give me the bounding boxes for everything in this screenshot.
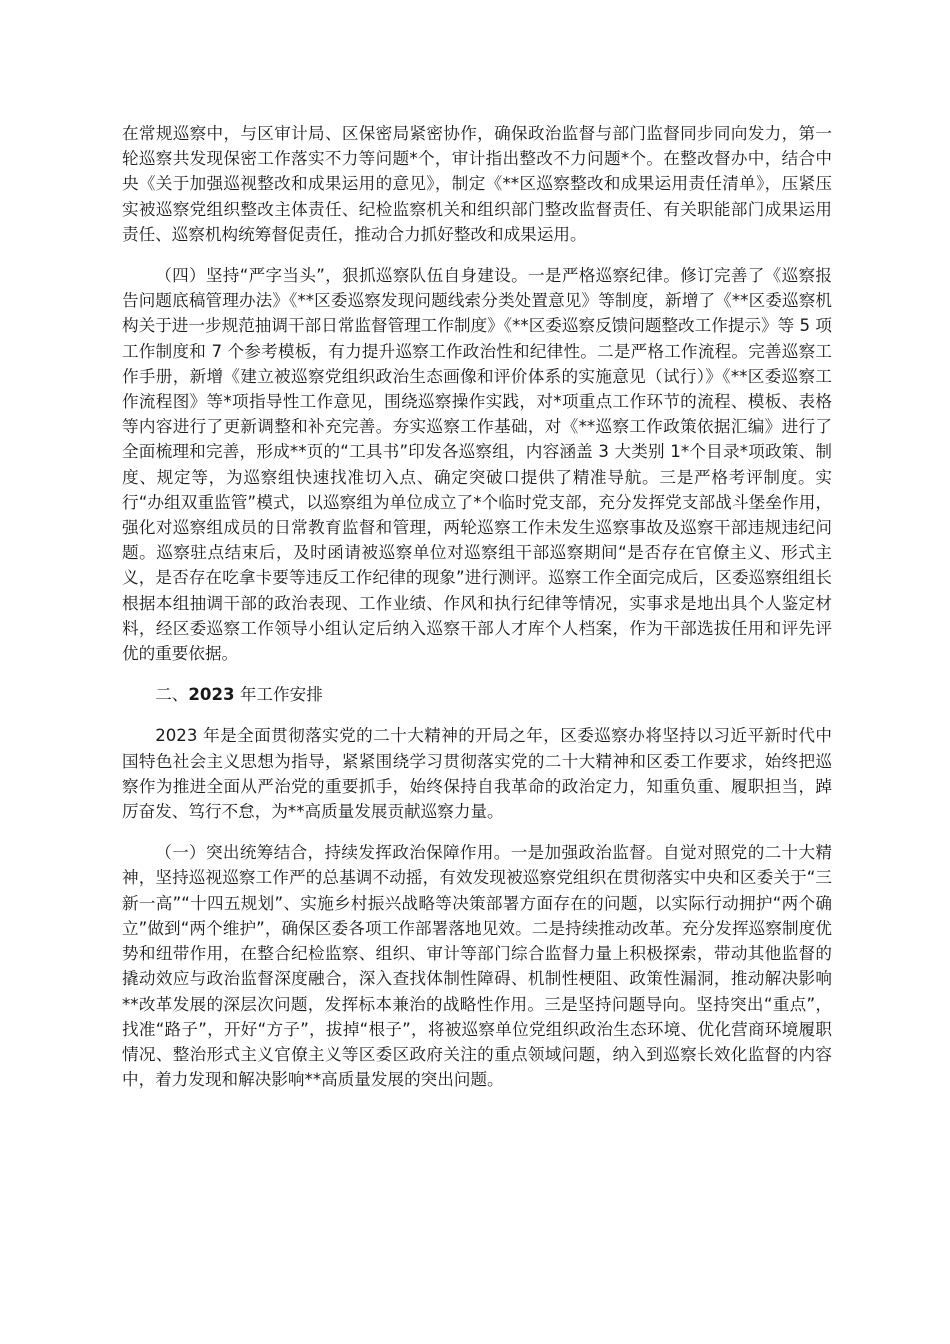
paragraph-team-building: （四）坚持“严字当头”，狠抓巡察队伍自身建设。一是严格巡察纪律。修订完善了《巡察报告问题底稿管理办法》《**区委巡察发现问题线索分类处置意见》等制度，新增了《**区委巡察机构关于进一步规范抽调干部日常监督管理工作制度》《**区委巡察反馈问题整改工作提示》等 5 项工作制度和 7 个参考模板，有力提升巡察工作政治性和纪律性。二是严格工作流程。完善巡察工作手册，新增《建立被巡察党组织政治生态画像和评价体系的实施意见（试行）》《**区委巡察工作流程图》等*项指导性工作意见，围绕巡察操作实践，对*项重点工作环节的流程、模板、表格等内容进行了更新调整和补充完善。夯实巡察工作基础，对《**巡察工作政策依据汇编》进行了全面梳理和完善，形成**页的“工具书”印发各巡察组，内容涵盖 3 大类别 1*个目录*项政策、制度、规定等，为巡察组快速找准切入点、确定突破口提供了精准导航。三是严格考评制度。实行“办组双重监管”模式，以巡察组为单位成立了*个临时党支部，充分发挥党支部战斗堡垒作用，强化对巡察组成员的日常教育监督和管理，两轮巡察工作未发生巡察事故及巡察干部违规违纪问题。巡察驻点结束后，及时函请被巡察单位对巡察组干部巡察期间“是否存在官僚主义、形式主义，是否存在吃拿卡要等违反工作纪律的现象”进行测评。巡察工作全面完成后，区委巡察组组长根据本组抽调干部的政治表现、工作业绩、作风和执行纪律等情况，实事求是地出具个人鉴定材料，经区委巡察工作领导小组认定后纳入巡察干部人才库个人档案，作为干部选拔任用和评先评优的重要依据。 — [122, 266, 832, 664]
paragraph-2023-overview: 2023 年是全面贯彻落实党的二十大精神的开局之年，区委巡察办将坚持以习近平新时代中国特色社会主义思想为指导，紧紧围绕学习贯彻落实党的二十大精神和区委工作要求，始终把巡察作为推进全面从严治党的重要抓手，始终保持自我革命的政治定力，知重负重、履职担当，踔厉奋发、笃行不怠，为**高质量发展贡献巡察力量。 — [122, 726, 832, 822]
paragraph-political-guarantee: （一）突出统筹结合，持续发挥政治保障作用。一是加强政治监督。自觉对照党的二十大精神，坚持巡视巡察工作严的总基调不动摇，有效发现被巡察党组织在贯彻落实中央和区委关于“三新一高”“十四五规划”、实施乡村振兴战略等决策部署方面存在的问题，以实际行动拥护“两个确立”做到“两个维护”，确保区委各项工作部署落地见效。二是持续推动改革。充分发挥巡察制度优势和纽带作用，在整合纪检监察、组织、审计等部门综合监督力量上积极探索，带动其他监督的撬动效应与政治监督深度融合，深入查找体制性障碍、机制性梗阻、政策性漏洞，推动解决影响**改革发展的深层次问题，发挥标本兼治的战略性作用。三是坚持问题导向。坚持突出“重点”，找准“路子”，开好“方子”，拔掉“根子”，将被巡察单位党组织政治生态环境、优化营商环境履职情况、整治形式主义官僚主义等区委区政府关注的重点领域问题，纳入到巡察长效化监督的内容中，着力发现和解决影响**高质量发展的突出问题。 — [122, 843, 832, 1090]
section-heading-2023-plan — [122, 682, 832, 707]
paragraph-supervision-coordination: 在常规巡察中，与区审计局、区保密局紧密协作，确保政治监督与部门监督同步同向发力，第一轮巡察共发现保密工作落实不力等问题*个，审计指出整改不力问题*个。在整改督办中，结合中央《关于加强巡视整改和成果运用的意见》，制定《**区巡察整改和成果运用责任清单》，压紧压实被巡察党组织整改主体责任、纪检监察机关和组织部门整改监督责任、有关职能部门成果运用责任、巡察机构统筹督促责任，推动合力抓好整改和成果运用。 — [122, 124, 832, 244]
heading-prefix: 二、 — [155, 685, 189, 705]
heading-year: 2023 — [188, 685, 235, 705]
heading-suffix: 年工作安排 — [234, 685, 323, 705]
